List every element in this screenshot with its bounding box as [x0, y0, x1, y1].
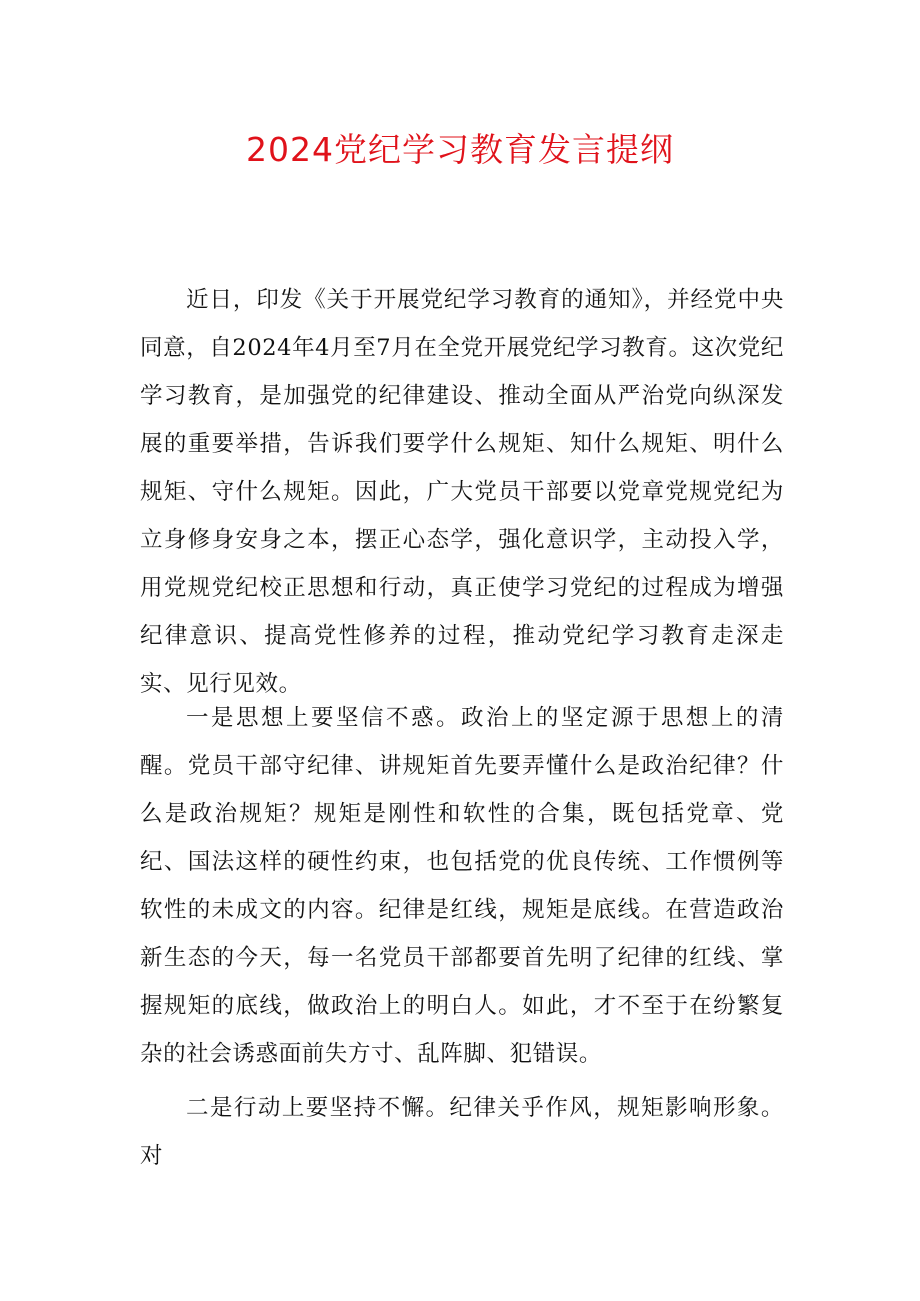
paragraph-point-one: 一是思想上要坚信不惑。政治上的坚定源于思想上的清醒。党员干部守纪律、讲规矩首先要弄懂什么是政治纪律？什么是政治规矩？规矩是刚性和软性的合集，既包括党章、党纪、国法这样的硬性约束，也包括党的优良传统、工作惯例等软性的未成文的内容。纪律是红线，规矩是底线。在营造政治新生态的今天，每一名党员干部都要首先明了纪律的红线、掌握规矩的底线，做政治上的明白人。如此，才不至于在纷繁复杂的社会诱惑面前失方寸、乱阵脚、犯错误。	[140, 705, 784, 1067]
paragraph-intro: 近日，印发《关于开展党纪学习教育的通知》，并经党中央同意，自2024年4月至7月在全党开展党纪学习教育。这次党纪学习教育，是加强党的纪律建设、推动全面从严治党向纵深发展的重要举措，告诉我们要学什么规矩、知什么规矩、明什么规矩、守什么规矩。因此，广大党员干部要以党章党规党纪为立身修身安身之本，摆正心态学，强化意识学，主动投入学，用党规党纪校正思想和行动，真正使学习党纪的过程成为增强纪律意识、提高党性修养的过程，推动党纪学习教育走深走实、见行见效。	[140, 287, 784, 697]
paragraph-point-two: 二是行动上要坚持不懈。纪律关乎作风，规矩影响形象。对	[140, 1095, 784, 1169]
document-title: 2024党纪学习教育发言提纲	[246, 130, 674, 169]
